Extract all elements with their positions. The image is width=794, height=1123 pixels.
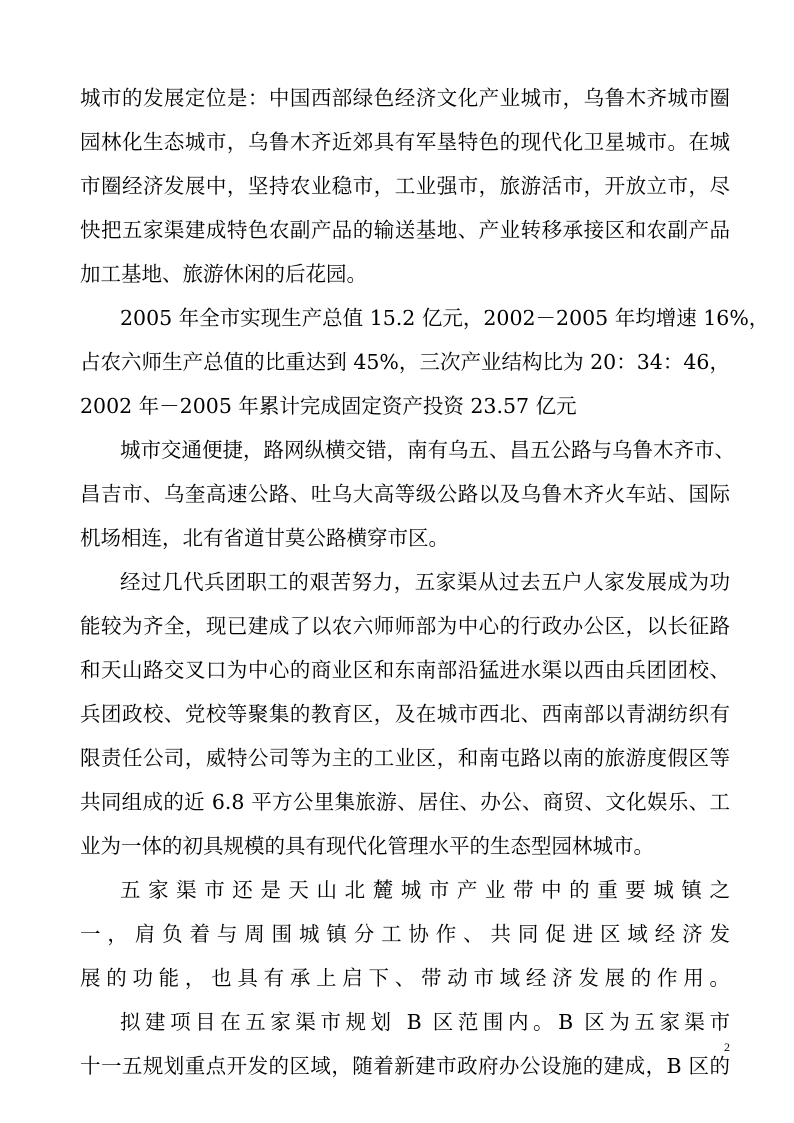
text-line: 城市的发展定位是：中国西部绿色经济文化产业城市，乌鲁木齐城市圈 bbox=[80, 86, 730, 110]
text-line: 经过几代兵团职工的艰苦努力，五家渠从过去五户人家发展成为功 bbox=[120, 570, 730, 594]
page-number: 2 bbox=[724, 1040, 730, 1054]
text-line: 一，肩负着与周围城镇分工协作、共同促进区域经济发 bbox=[80, 922, 730, 946]
text-line: 占农六师生产总值的比重达到 45%，三次产业结构比为 20：34：46， bbox=[80, 350, 730, 374]
text-line: 快把五家渠建成特色农副产品的输送基地、产业转移承接区和农副产品 bbox=[80, 218, 730, 242]
text-line: 和天山路交叉口为中心的商业区和东南部沿猛进水渠以西由兵团团校、 bbox=[80, 658, 730, 682]
text-line: 共同组成的近 6.8 平方公里集旅游、居住、办公、商贸、文化娱乐、工 bbox=[80, 790, 730, 814]
text-line: 十一五规划重点开发的区域，随着新建市政府办公设施的建成，B 区的 bbox=[80, 1054, 730, 1078]
text-line: 兵团政校、党校等聚集的教育区，及在城市西北、西南部以青湖纺织有 bbox=[80, 702, 730, 726]
text-line: 能较为齐全，现已建成了以农六师师部为中心的行政办公区，以长征路 bbox=[80, 614, 730, 638]
text-line: 展的功能，也具有承上启下、带动市域经济发展的作用。 bbox=[80, 966, 730, 990]
text-line: 城市交通便捷，路网纵横交错，南有乌五、昌五公路与乌鲁木齐市、 bbox=[120, 438, 735, 462]
text-line: 限责任公司，威特公司等为主的工业区，和南屯路以南的旅游度假区等 bbox=[80, 746, 730, 770]
text-line: 昌吉市、乌奎高速公路、吐乌大高等级公路以及乌鲁木齐火车站、国际 bbox=[80, 482, 730, 506]
text-line: 市圈经济发展中，坚持农业稳市，工业强市，旅游活市，开放立市，尽 bbox=[80, 174, 730, 198]
text-line: 加工基地、旅游休闲的后花园。 bbox=[80, 262, 367, 286]
text-line: 拟建项目在五家渠市规划 B 区范围内。B 区为五家渠市 bbox=[120, 1010, 730, 1034]
body-text bbox=[80, 76, 770, 1088]
text-line: 业为一体的初具规模的具有现代化管理水平的生态型园林城市。 bbox=[80, 834, 654, 858]
text-line: 2005 年全市实现生产总值 15.2 亿元，2002－2005 年均增速 16%， bbox=[120, 306, 770, 330]
text-line: 2002 年－2005 年累计完成固定资产投资 23.57 亿元 bbox=[80, 394, 577, 418]
text-line: 机场相连，北有省道甘莫公路横穿市区。 bbox=[80, 526, 449, 550]
text-line: 五家渠市还是天山北麓城市产业带中的重要城镇之 bbox=[120, 878, 730, 902]
text-line: 园林化生态城市，乌鲁木齐近郊具有军垦特色的现代化卫星城市。在城 bbox=[80, 130, 730, 154]
